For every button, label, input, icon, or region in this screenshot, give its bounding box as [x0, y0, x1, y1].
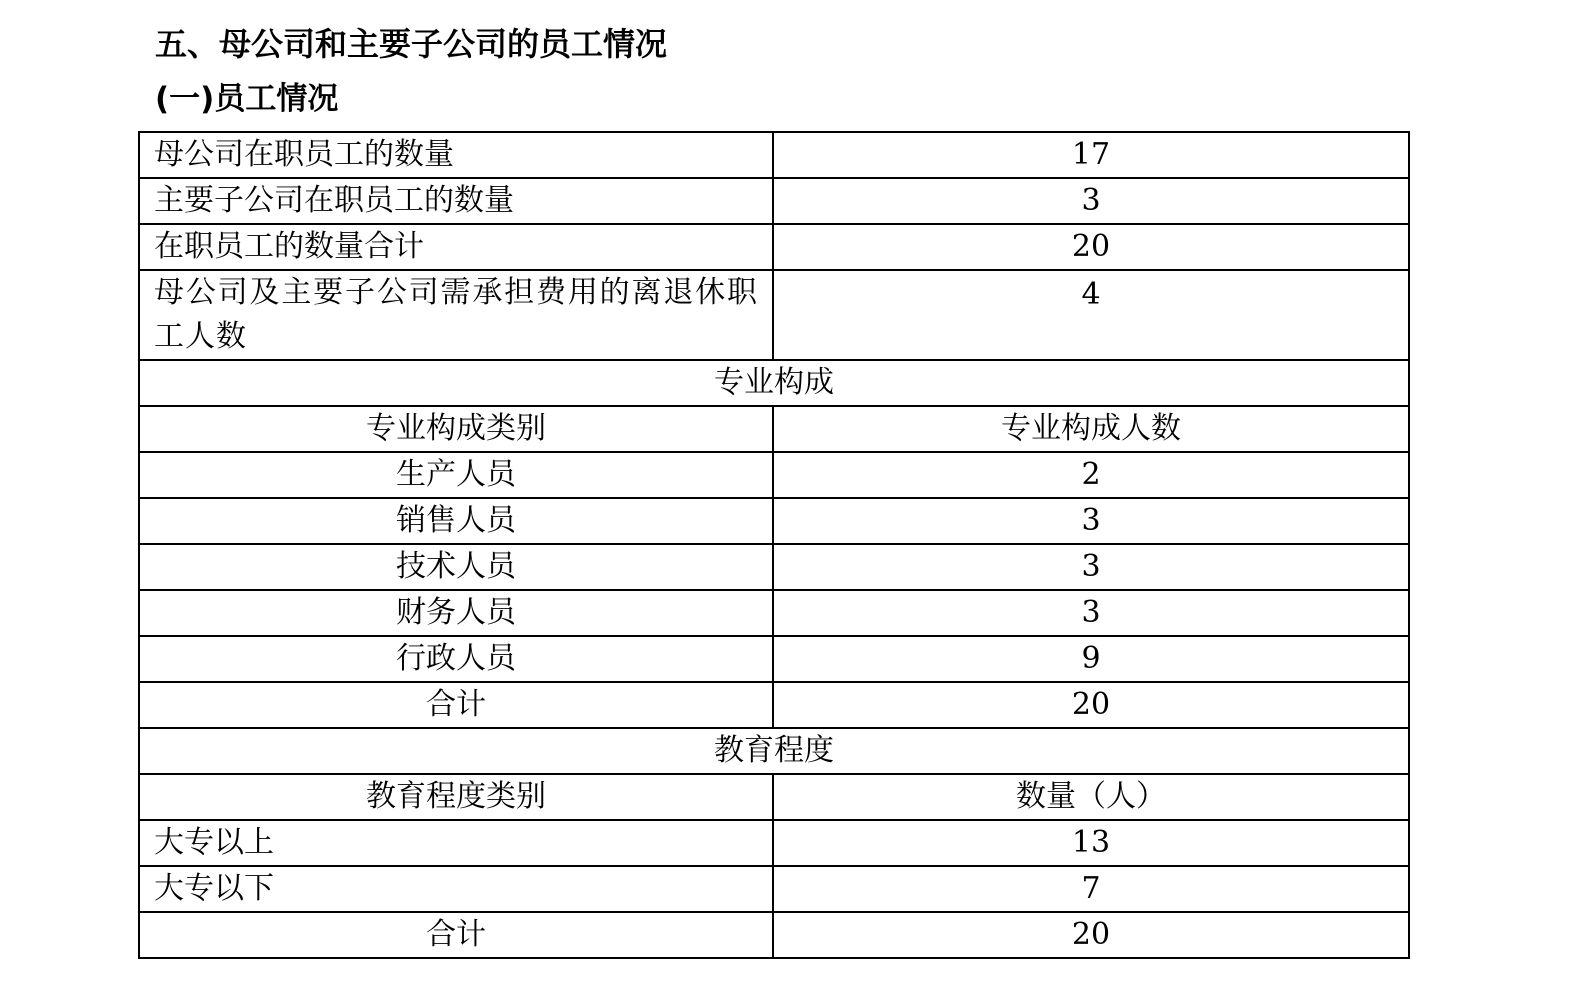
- row-value: 20: [773, 224, 1409, 270]
- row-label: 生产人员: [139, 452, 773, 498]
- row-value: 7: [773, 866, 1409, 912]
- table-row: [139, 866, 1409, 912]
- table-row: [139, 270, 1409, 360]
- section-row-professional: [139, 360, 1409, 406]
- header-row: [139, 406, 1409, 452]
- total-row: [139, 912, 1409, 958]
- row-value: 20: [773, 912, 1409, 958]
- table-row: [139, 636, 1409, 682]
- section-title: 五、母公司和主要子公司的员工情况: [155, 25, 668, 63]
- row-value: 17: [773, 132, 1409, 178]
- table-row: [139, 224, 1409, 270]
- header-row: [139, 774, 1409, 820]
- column-header-category: 专业构成类别: [139, 406, 773, 452]
- column-header-category: 教育程度类别: [139, 774, 773, 820]
- section-label: 专业构成: [139, 360, 1409, 406]
- row-label: 合计: [139, 912, 773, 958]
- row-label: 母公司在职员工的数量: [139, 132, 773, 178]
- employee-table: [138, 131, 1410, 959]
- row-label: 大专以上: [139, 820, 773, 866]
- row-label: 行政人员: [139, 636, 773, 682]
- table-row: [139, 820, 1409, 866]
- row-value: 3: [773, 178, 1409, 224]
- row-value: 3: [773, 544, 1409, 590]
- row-label: 大专以下: [139, 866, 773, 912]
- table-row: [139, 498, 1409, 544]
- column-header-count: 专业构成人数: [773, 406, 1409, 452]
- row-value: 3: [773, 590, 1409, 636]
- row-label: 合计: [139, 682, 773, 728]
- row-value: 3: [773, 498, 1409, 544]
- row-label: 母公司及主要子公司需承担费用的离退休职工人数: [139, 270, 773, 360]
- row-value: 13: [773, 820, 1409, 866]
- row-label: 财务人员: [139, 590, 773, 636]
- row-value: 2: [773, 452, 1409, 498]
- section-label: 教育程度: [139, 728, 1409, 774]
- subsection-title: (一)员工情况: [155, 81, 339, 117]
- row-label: 技术人员: [139, 544, 773, 590]
- column-header-count: 数量（人）: [773, 774, 1409, 820]
- table-row: [139, 544, 1409, 590]
- row-value: 20: [773, 682, 1409, 728]
- section-row-education: [139, 728, 1409, 774]
- row-label: 主要子公司在职员工的数量: [139, 178, 773, 224]
- row-value: 9: [773, 636, 1409, 682]
- table-row: [139, 590, 1409, 636]
- table-row: [139, 132, 1409, 178]
- total-row: [139, 682, 1409, 728]
- row-label: 在职员工的数量合计: [139, 224, 773, 270]
- table-row: [139, 178, 1409, 224]
- row-value: 4: [773, 270, 1409, 360]
- table-row: [139, 452, 1409, 498]
- row-label: 销售人员: [139, 498, 773, 544]
